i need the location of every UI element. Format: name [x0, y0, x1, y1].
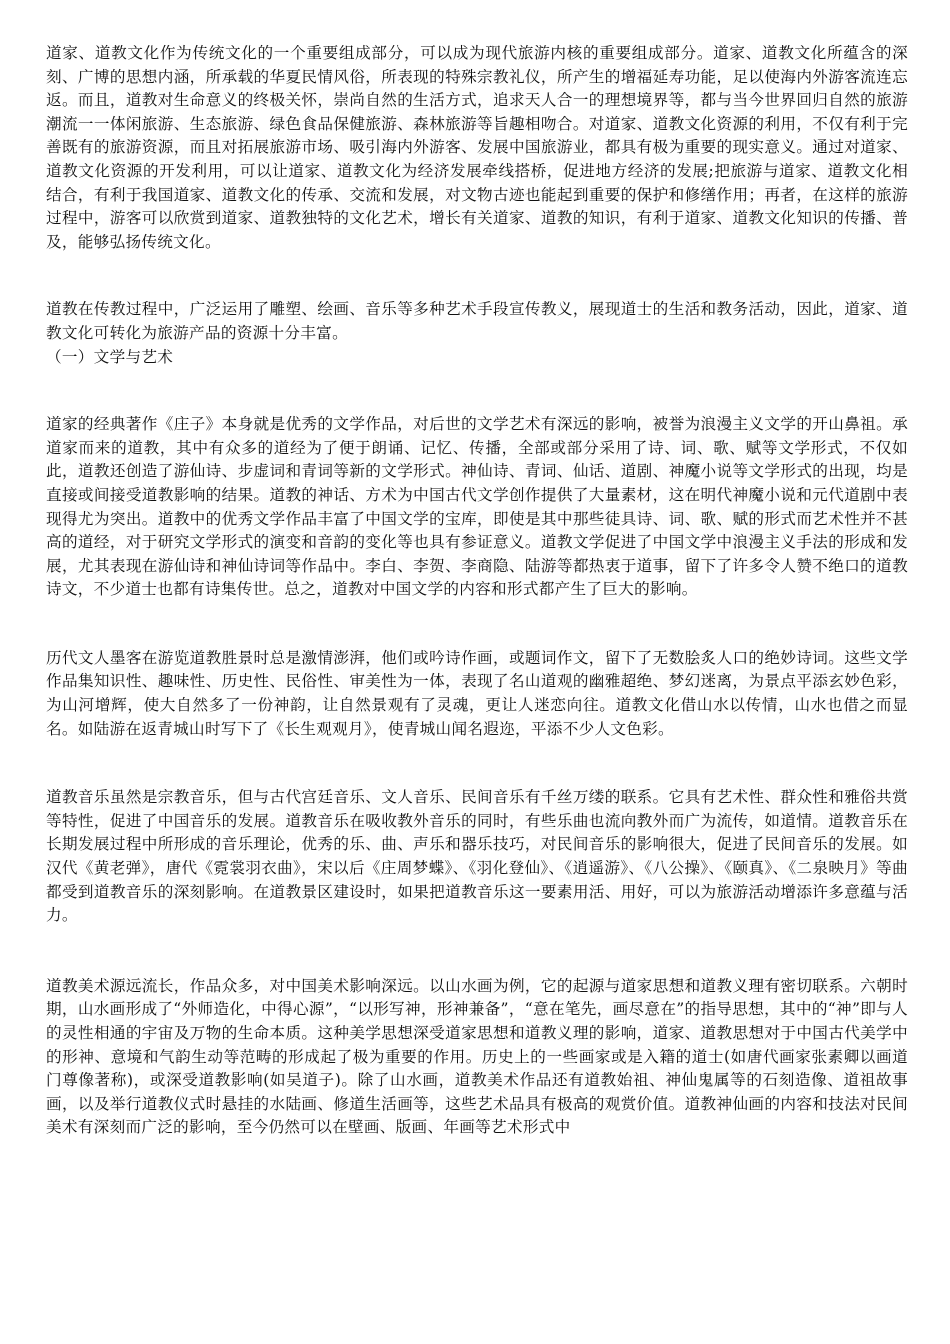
section-heading-literature-art: （一）文学与艺术 [46, 347, 174, 366]
paragraph-literature: 道家的经典著作《庄子》本身就是优秀的文学作品，对后世的文学艺术有深远的影响，被誉为浪漫主义文学的开山鼻祖。承道家而来的道教，其中有众多的道经为了便于朗诵、记忆、传播，全部或部分采用了诗、词、歌、赋等文学形式，不仅如此，道教还创造了游仙诗、步虚词和青词等新的文学形式。神仙诗、青词、仙话、道剧、神魔小说等文学形式的出现，均是直接或间接受道教影响的结果。道教的神话、方术为中国古代文学创作提供了大量素材，这在明代神魔小说和元代道剧中表现得尤为突出。道教中的优秀文学作品丰富了中国文学的宝库，即使是其中那些徒具诗、词、歌、赋的形式而艺术性并不甚高的道经，对于研究文学形式的演变和音韵的变化等也具有参证意义。道教文学促进了中国文学中浪漫主义手法的形成和发展，尤其表现在游仙诗和神仙诗词等作品中。李白、李贺、李商隐、陆游等都热衷于道事，留下了许多令人赞不绝口的道教诗文，不少道士也都有诗集传世。总之，道教对中国文学的内容和形式都产生了巨大的影响。 [46, 415, 908, 599]
paragraph-music: 道教音乐虽然是宗教音乐，但与古代宫廷音乐、文人音乐、民间音乐有千丝万缕的联系。它具有艺术性、群众性和雅俗共赏等特性，促进了中国音乐的发展。道教音乐在吸收教外音乐的同时，有些乐曲也流向教外而广为流传，如道情。道教音乐在长期发展过程中所形成的音乐理论，优秀的乐、曲、声乐和器乐技巧，对民间音乐的影响很大，促进了民间音乐的发展。如汉代《黄老弹》，唐代《霓裳羽衣曲》，宋以后《庄周梦蝶》、《羽化登仙》、《逍遥游》、《八公操》、《颐真》、《二泉映月》等曲都受到道教音乐的深刻影响。在道教景区建设时，如果把道教音乐这一要素用活、用好，可以为旅游活动增添许多意蕴与活力。 [46, 788, 908, 925]
paragraph-fine-arts: 道教美术源远流长，作品众多，对中国美术影响深远。以山水画为例，它的起源与道家思想和道教义理有密切联系。六朝时期，山水画形成了“外师造化，中得心源”，“以形写神，形神兼备”，“意在笔先，画尽意在”的指导思想，其中的“神”即与人的灵性相通的宇宙及万物的生命本质。这种美学思想深受道家思想和道教义理的影响，道家、道教思想对于中国古代美学中的形神、意境和气韵生动等范畴的形成起了极为重要的作用。历史上的一些画家或是入籍的道士(如唐代画家张素卿以画道门尊像著称)，或深受道教影响(如吴道子)。除了山水画，道教美术作品还有道教始祖、神仙鬼属等的石刻造像、道祖故事画，以及举行道教仪式时悬挂的水陆画、修道生活画等，这些艺术品具有极高的观赏价值。道教神仙画的内容和技法对民间美术有深刻而广泛的影响，至今仍然可以在壁画、版画、年画等艺术形式中 [46, 976, 908, 1137]
paragraph-tourism-value: 道家、道教文化作为传统文化的一个重要组成部分，可以成为现代旅游内核的重要组成部分。道家、道教文化所蕴含的深刻、广博的思想内涵，所承载的华夏民情风俗，所表现的特殊宗教礼仪，所产生的增福延寿功能，足以使海内外游客流连忘返。而且，道教对生命意义的终极关怀，崇尚自然的生活方式，追求天人合一的理想境界等，都与当今世界回归自然的旅游潮流一一体闲旅游、生态旅游、绿色食品保健旅游、森林旅游等旨趣相吻合。对道家、道教文化资源的利用，不仅有利于完善既有的旅游资源，而且对拓展旅游市场、吸引海内外游客、发展中国旅游业，都具有极为重要的现实意义。通过对道家、道教文化资源的开发利用，可以让道家、道教文化为经济发展牵线搭桥，促进地方经济的发展;把旅游与道家、道教文化相结合，有利于我国道家、道教文化的传承、交流和发展，对文物古迹也能起到重要的保护和修缮作用；再者，在这样的旅游过程中，游客可以欣赏到道家、道教独特的文化艺术，增长有关道家、道教的知识，有利于道家、道教文化知识的传播、普及，能够弘扬传统文化。 [46, 44, 908, 251]
document-page [46, 42, 908, 1140]
paragraph-art-resources: 道教在传教过程中，广泛运用了雕塑、绘画、音乐等多种艺术手段宣传教义，展现道士的生活和教务活动，因此，道家、道教文化可转化为旅游产品的资源十分丰富。 [46, 300, 908, 342]
paragraph-literati-poetry: 历代文人墨客在游览道教胜景时总是激情澎湃，他们或吟诗作画，或题词作文，留下了无数脍炙人口的绝妙诗词。这些文学作品集知识性、趣味性、历史性、民俗性、审美性为一体，表现了名山道观的幽雅超绝、梦幻迷离，为景点平添玄妙色彩，为山河增辉，使大自然多了一份神韵，让自然景观有了灵魂，更让人迷恋向往。道教文化借山水以传情，山水也借之而显名。如陆游在返青城山时写下了《长生观观月》，使青城山闻名遐迩，平添不少人文色彩。 [46, 648, 908, 738]
